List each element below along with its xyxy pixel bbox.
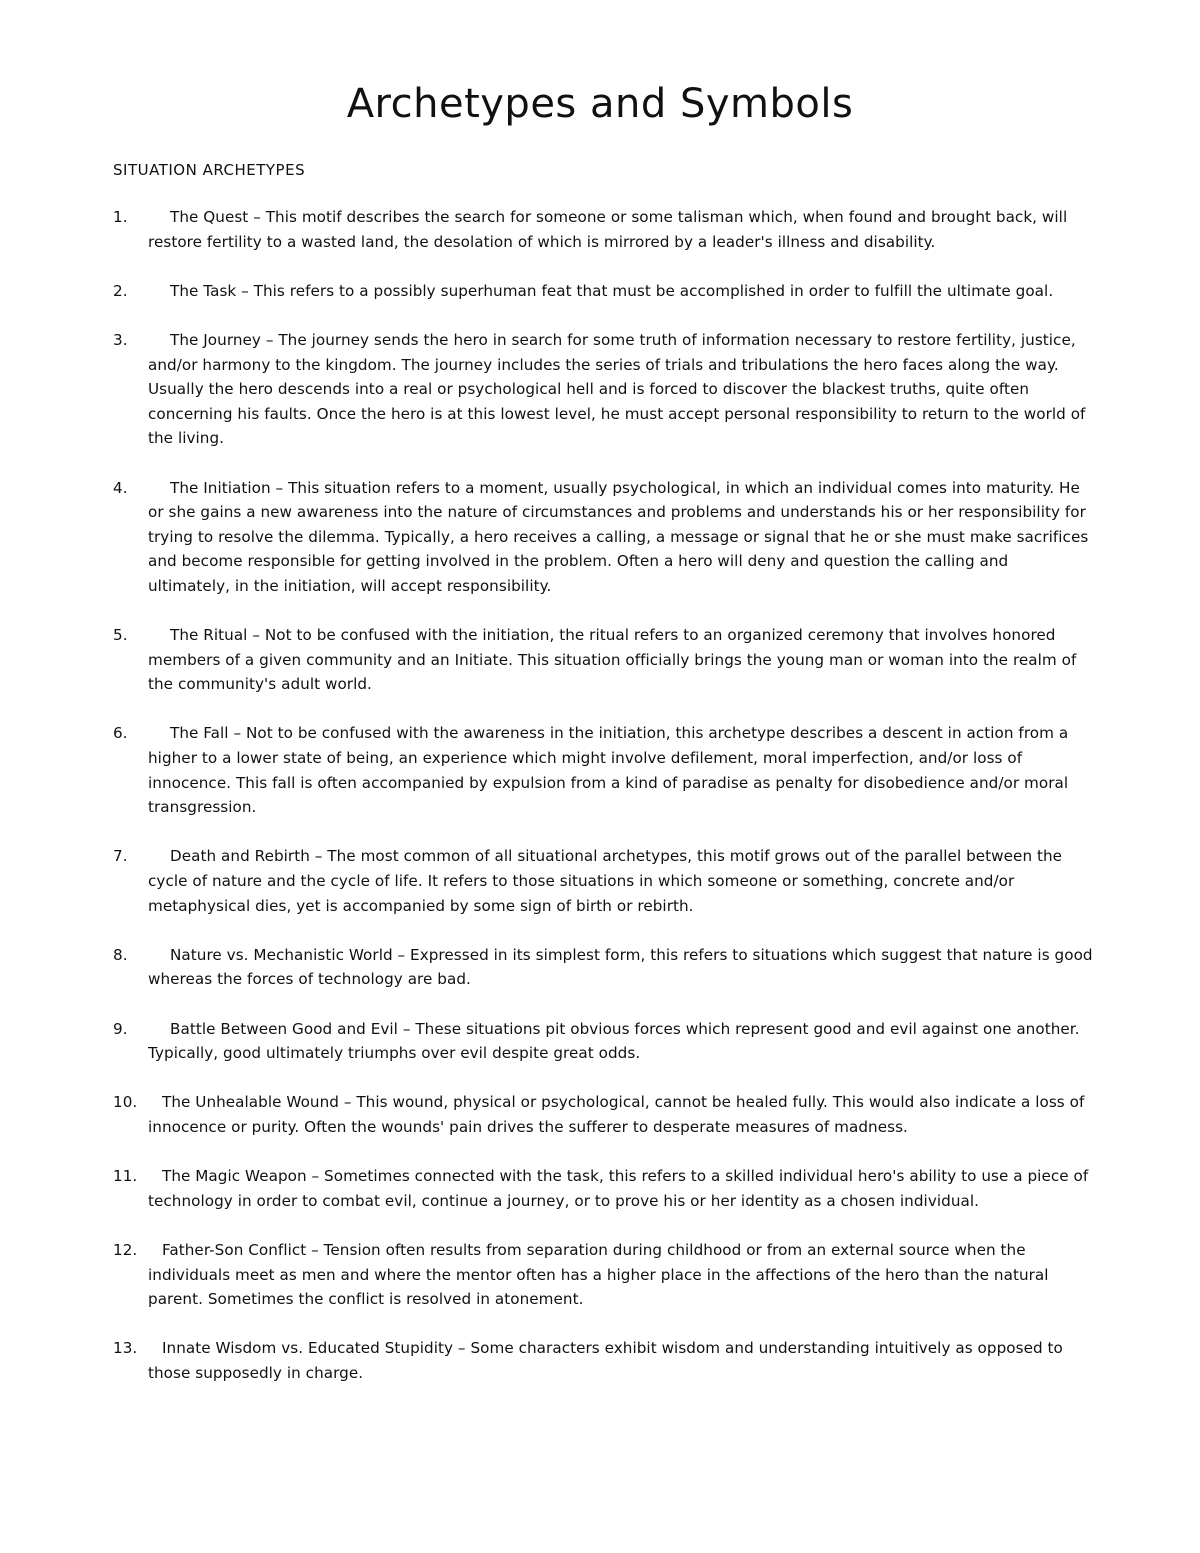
item-number: 4. — [113, 478, 128, 497]
item-text: The Task – This refers to a possibly superhuman feat that must be accomplished in order to fulfill the ultimate goal. — [170, 281, 1054, 300]
list-item — [113, 844, 1093, 918]
item-number: 3. — [113, 330, 128, 349]
item-text: Father-Son Conflict – Tension often results from separation during childhood or from an external source when the individuals meet as men and where the mentor often has a higher place in the affections of the hero than the natural parent. Sometimes the conflict is resolved in atonement. — [148, 1240, 1049, 1309]
list-item — [113, 1090, 1093, 1139]
list-item — [113, 721, 1093, 819]
item-text: Death and Rebirth – The most common of all situational archetypes, this motif grows out of the parallel between the cycle of nature and the cycle of life. It refers to those situations in which someone or something, concrete and/or metaphysical dies, yet is accompanied by some sign of birth or rebirth. — [148, 847, 1063, 915]
item-text: The Quest – This motif describes the search for someone or some talisman which, when found and brought back, will restore fertility to a wasted land, the desolation of which is mirrored by a leader's illness and disability. — [148, 208, 1068, 251]
item-number: 10. — [113, 1093, 138, 1112]
item-number: 9. — [113, 1019, 128, 1038]
item-text: The Ritual – Not to be confused with the initiation, the ritual refers to an organized ceremony that involves honored members of a given community and an Initiate. This situation officially brings the young man or woman into the realm of the community's adult world. — [148, 626, 1077, 694]
item-text: Nature vs. Mechanistic World – Expressed in its simplest form, this refers to situations which suggest that nature is good whereas the forces of technology are bad. — [148, 945, 1093, 989]
item-text: The Journey – The journey sends the hero in search for some truth of information necessary to restore fertility, justice, and/or harmony to the kingdom. The journey includes the series of trials and tribulations the hero faces along the way. Usually the hero descends into a real or psychological hell and is forced to discover the blackest truths, quite often concerning his faults. Once the hero is at this lowest level, he must accept personal responsibility to return to the world of the living. — [148, 330, 1086, 448]
item-number: 6. — [113, 724, 128, 743]
list-item — [113, 1238, 1093, 1312]
item-number: 5. — [113, 626, 128, 645]
list-item — [113, 943, 1093, 992]
item-number: 1. — [113, 208, 128, 226]
list-item — [113, 476, 1093, 599]
item-number: 2. — [113, 281, 128, 300]
item-number: 8. — [113, 945, 128, 964]
section-heading: SITUATION ARCHETYPES — [113, 161, 306, 179]
item-text: Innate Wisdom vs. Educated Stupidity – Some characters exhibit wisdom and understanding intuitively as opposed to those supposedly in charge. — [148, 1339, 1063, 1382]
archetype-list — [113, 205, 1093, 1410]
list-item — [113, 279, 1093, 304]
item-text: The Initiation – This situation refers to a moment, usually psychological, in which an individual comes into maturity. He or she gains a new awareness into the nature of circumstances and problems and understands his or her responsibility for trying to resolve the dilemma. Typically, a hero receives a calling, a message or signal that he or she must make sacrifices and become responsible for getting involved in the problem. Often a hero will deny and question the calling and ultimately, in the initiation, will accept responsibility. — [148, 478, 1089, 595]
item-number: 12. — [113, 1240, 138, 1259]
list-item — [113, 1164, 1093, 1213]
item-number: 11. — [113, 1167, 138, 1186]
item-number: 13. — [113, 1339, 138, 1358]
list-item — [113, 623, 1093, 697]
item-text: The Unhealable Wound – This wound, physical or psychological, cannot be healed fully. This would also indicate a loss of innocence or purity. Often the wounds' pain drives the sufferer to desperate measures of madness. — [148, 1093, 1085, 1136]
document-title: Archetypes and Symbols — [346, 81, 854, 127]
item-text: Battle Between Good and Evil – These situations pit obvious forces which represent good and evil against one another. Typically, good ultimately triumphs over evil despite great odds. — [148, 1019, 1080, 1063]
list-item — [113, 328, 1093, 451]
item-text: The Magic Weapon – Sometimes connected with the task, this refers to a skilled individual hero's ability to use a piece of technology in order to combat evil, continue a journey, or to prove his or her identity as a chosen individual. — [148, 1167, 1089, 1210]
list-item — [113, 1336, 1093, 1385]
list-item — [113, 1017, 1093, 1066]
item-text: The Fall – Not to be confused with the awareness in the initiation, this archetype describes a descent in action from a higher to a lower state of being, an experience which might involve defilement, moral imperfection, and/or loss of innocence. This fall is often accompanied by expulsion from a kind of paradise as penalty for disobedience and/or moral transgression. — [148, 724, 1069, 817]
item-number: 7. — [113, 847, 128, 866]
list-item — [113, 205, 1093, 254]
